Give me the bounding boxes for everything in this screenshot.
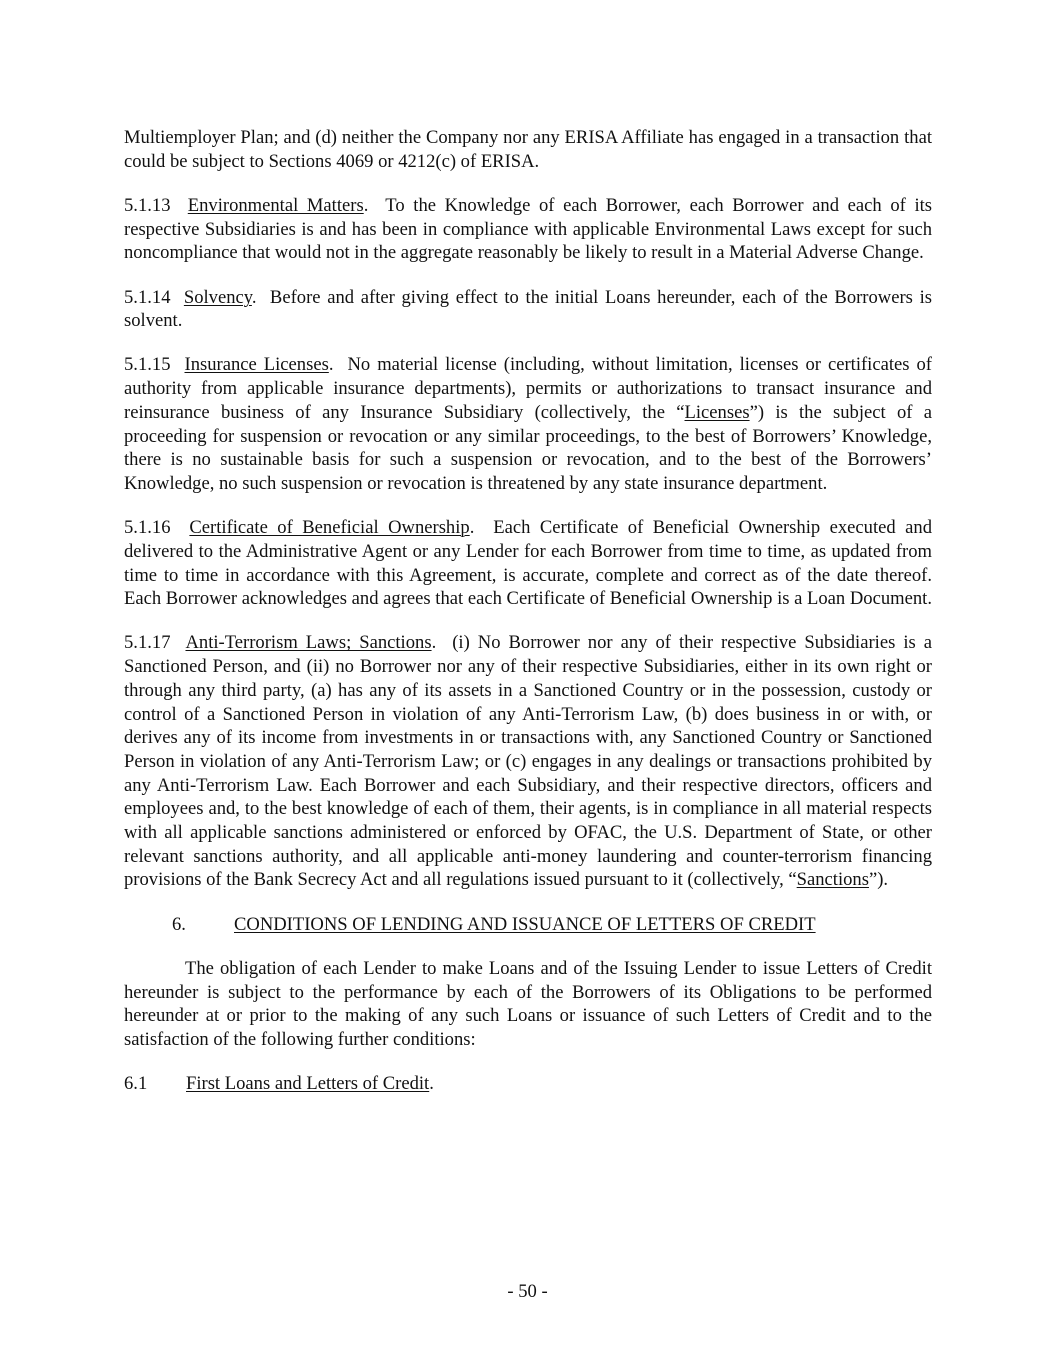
subsection-title: First Loans and Letters of Credit <box>186 1073 430 1095</box>
section-number: 5.1.13 <box>124 194 171 216</box>
defined-term: Sanctions <box>796 869 869 891</box>
article-heading <box>124 913 932 937</box>
article-title: CONDITIONS OF LENDING AND ISSUANCE OF LETTERS OF CREDIT <box>234 913 816 935</box>
section-5-1-15: 5.1.15 Insurance Licenses. No material license (including, without limitation, licenses or certificates of authority from applicable insurance departments), permits or authorizations to transact insurance and reinsurance business of any Insurance Subsidiary (collectively, the “Licenses”) is the subject of a proceeding for suspension or revocation or any similar proceedings, to the best of Borrowers’ Knowledge, there is no sustainable basis for such a suspension or revocation, and to the best of the Borrowers’ Knowledge, no such suspension or revocation is threatened by any state insurance department. <box>124 354 933 494</box>
section-body-continued: ”). <box>868 869 889 891</box>
section-body: To the Knowledge of each Borrower, each Borrower and each of its respective Subsidiaries is and has been in compliance with applicable Environmental Laws except for such noncompliance that would not in the aggregate reasonably be likely to result in a Material Adverse Change. <box>124 194 933 264</box>
continuation-paragraph: Multiemployer Plan; and (d) neither the Company nor any ERISA Affiliate has engaged in a transaction that could be subject to Sections 4069 or 4212(c) of ERISA. <box>124 127 932 172</box>
section-5-1-13: 5.1.13 Environmental Matters. To the Knowledge of each Borrower, each Borrower and each of its respective Subsidiaries is and has been in compliance with applicable Environmental Laws except for such noncompliance that would not in the aggregate reasonably be likely to result in a Material Adverse Change. <box>124 194 933 264</box>
section-5-1-16: 5.1.16 Certificate of Beneficial Ownership. Each Certificate of Beneficial Ownership executed and delivered to the Administrative Agent or any Lender for each Borrower from time to time, as updated from time to time in accordance with this Agreement, is accurate, complete and correct as of the date thereof. Each Borrower acknowledges and agrees that each Certificate of Beneficial Ownership is a Loan Document. <box>124 517 932 610</box>
section-body: (i) No Borrower nor any of their respective Subsidiaries is a Sanctioned Person, and (ii) no Borrower nor any of their respective Subsidiaries, either in its own right or through any third party, (a) has any of its assets in a Sanctioned Country or in the possession, custody or control of a Sanctioned Person in violation of any Anti-Terrorism Law, (b) does business in or with, or derives any of its income from investments in or transactions with, any Sanctioned Country or Sanctioned Person in violation of any Anti-Terrorism Law; or (c) engages in any dealings or transactions prohibited by any Anti-Terrorism Law. Each Borrower and each Subsidiary, and their respective directors, officers and employees and, to the best knowledge of each of them, their agents, is in compliance in all material respects with all applicable sanctions administered or enforced by OFAC, the U.S. Department of State, or other relevant sanctions authority, and all applicable anti-money laundering and counter-terrorism financing provisions of the Bank Secrecy Act and all regulations issued pursuant to it (collectively, “ <box>124 632 932 891</box>
section-body: Each Certificate of Beneficial Ownership executed and delivered to the Administrative Agent or any Lender for each Borrower from time to time, as updated from time to time in accordance with this Agreement, is accurate, complete and correct as of the date thereof. Each Borrower acknowledges and agrees that each Certificate of Beneficial Ownership is a Loan Document. <box>124 517 932 610</box>
article-intro-paragraph: The obligation of each Lender to make Loans and of the Issuing Lender to issue Letters of Credit hereunder is subject to the performance by each of the Borrowers of its Obligations to be performed hereunder at or prior to the making of any such Loans or issuance of such Letters of Credit and to the satisfaction of the following further conditions: <box>124 957 932 1050</box>
section-title: Solvency <box>183 286 252 308</box>
defined-term: Licenses <box>684 401 750 423</box>
section-title: Environmental Matters <box>187 194 364 216</box>
section-5-1-14: 5.1.14 Solvency. Before and after giving effect to the initial Loans hereunder, each of the Borrowers is solvent. <box>124 286 932 332</box>
article-number: 6. <box>172 913 186 935</box>
section-title: Certificate of Beneficial Ownership <box>189 517 470 539</box>
section-body-continued: ”) is the subject of a proceeding for suspension or revocation or any similar proceedings, to the best of Borrowers’ Knowledge, there is no sustainable basis for such a suspension or revocation, and to the best of the Borrowers’ Knowledge, no such suspension or revocation is threatened by any state insurance department. <box>124 401 933 494</box>
section-body: No material license (including, without limitation, licenses or certificates of authority from applicable insurance departments), permits or authorizations to transact insurance and reinsurance business of any Insurance Subsidiary (collectively, the “ <box>124 354 933 423</box>
section-number: 5.1.17 <box>124 632 171 654</box>
section-number: 5.1.16 <box>124 517 171 539</box>
section-number: 5.1.14 <box>124 286 171 308</box>
section-body: Before and after giving effect to the initial Loans hereunder, each of the Borrowers is solvent. <box>124 286 932 332</box>
section-5-1-17: 5.1.17 Anti-Terrorism Laws; Sanctions. (i) No Borrower nor any of their respective Subsidiaries is a Sanctioned Person, and (ii) no Borrower nor any of their respective Subsidiaries, either in its own right or through any third party, (a) has any of its assets in a Sanctioned Country or in the possession, custody or control of a Sanctioned Person in violation of any Anti-Terrorism Law, (b) does business in or with, or derives any of its income from investments in or transactions with, any Sanctioned Country or Sanctioned Person in violation of any Anti-Terrorism Law; or (c) engages in any dealings or transactions prohibited by any Anti-Terrorism Law. Each Borrower and each Subsidiary, and their respective directors, officers and employees and, to the best knowledge of each of them, their agents, is in compliance in all material respects with all applicable sanctions administered or enforced by OFAC, the U.S. Department of State, or other relevant sanctions authority, and all applicable anti-money laundering and counter-terrorism financing provisions of the Bank Secrecy Act and all regulations issued pursuant to it (collectively, “Sanctions”). <box>124 632 932 891</box>
subsection-number: 6.1 <box>124 1073 148 1095</box>
subsection-heading: 6.1 First Loans and Letters of Credit. <box>124 1073 434 1095</box>
section-title: Anti-Terrorism Laws; Sanctions <box>185 632 432 654</box>
section-title: Insurance Licenses <box>184 354 329 376</box>
page-number: - 50 - <box>507 1281 548 1302</box>
document-page <box>124 126 932 1096</box>
section-number: 5.1.15 <box>124 354 171 376</box>
